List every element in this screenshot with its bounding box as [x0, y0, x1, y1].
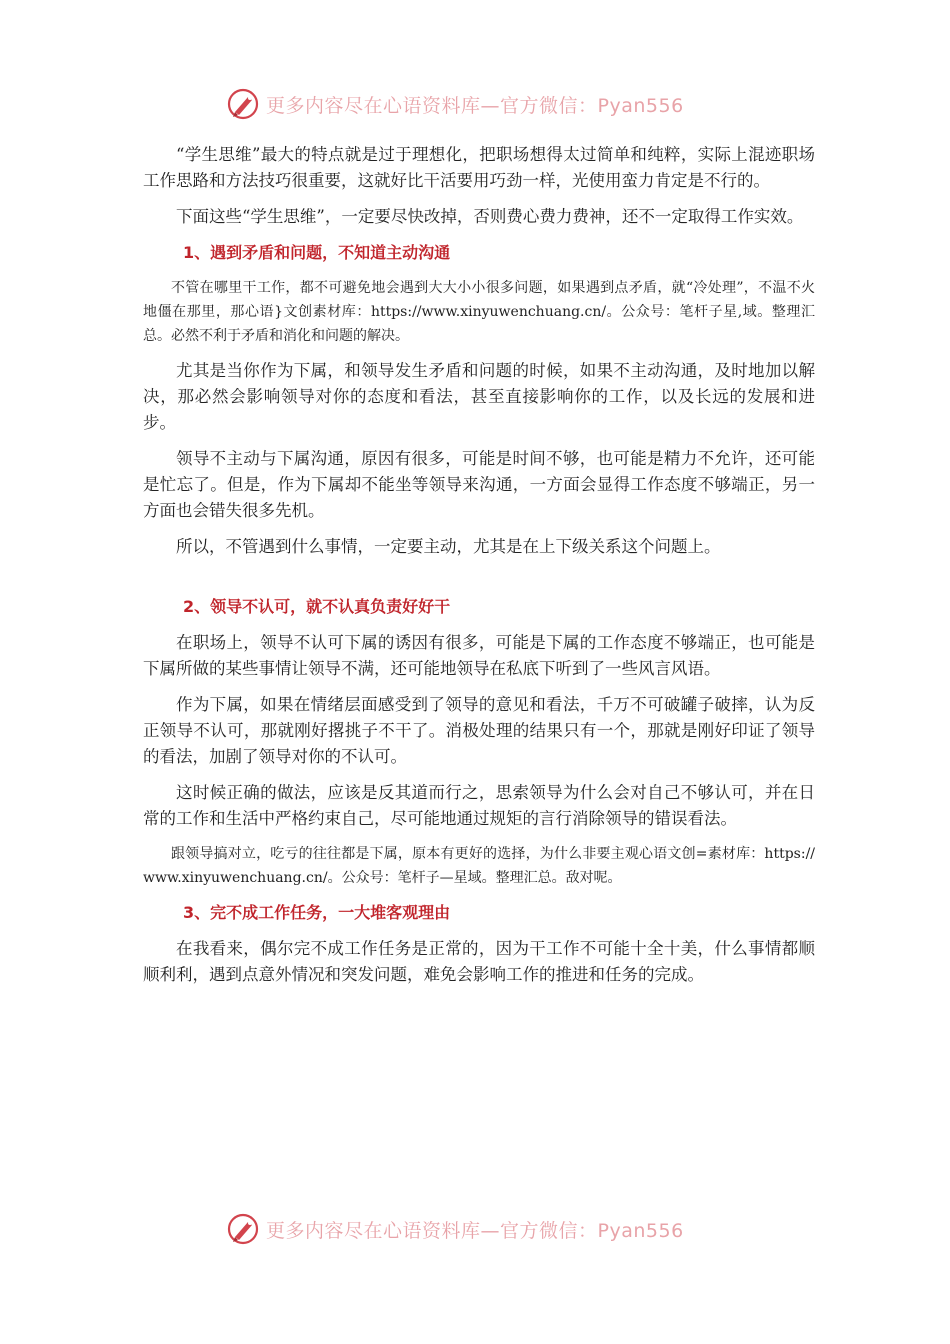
section-1-small-paragraph: 不管在哪里干工作，都不可避免地会遇到大大小小很多问题，如果遇到点矛盾，就“冷处理”，不温不火地僵在那里，那心语}文创素材库：https://www.xinyuwenchuang.cn/。公众号：笔杆子星,域。整理汇总。必然不利于矛盾和消化和问题的解决。 [143, 280, 815, 344]
section-gap [143, 570, 815, 588]
intro-paragraph-2: 下面这些“学生思维”，一定要尽快改掉，否则费心费力费神，还不一定取得工作实效。 [176, 207, 804, 226]
section-1-paragraph-1: 尤其是当你作为下属，和领导发生矛盾和问题的时候，如果不主动沟通，及时地加以解决，那必然会影响领导对你的态度和看法，甚至直接影响你的工作，以及长远的发展和进步。 [143, 361, 815, 432]
banner-text: 更多内容尽在心语资料库—官方微信：Pyan556 [266, 94, 684, 117]
section-2-paragraph-3: 这时候正确的做法，应该是反其道而行之，思索领导为什么会对自己不够认可，并在日常的工作和生活中严格约束自己，尽可能地通过规矩的言行消除领导的错误看法。 [143, 783, 815, 828]
header-banner [226, 84, 746, 124]
section-3-heading: 3、完不成工作任务，一大堆客观理由 [183, 903, 451, 922]
section-1-paragraph-2: 领导不主动与下属沟通，原因有很多，可能是时间不够，也可能是精力不允许，还可能是忙忘了。但是，作为下属却不能坐等领导来沟通，一方面会显得工作态度不够端正，另一方面也会错失很多先机。 [143, 449, 815, 520]
section-2-small-paragraph: 跟领导搞对立，吃亏的往往都是下属，原本有更好的选择，为什么非要主观心语文创=素材库：https://www.xinyuwenchuang.cn/。公众号：笔杆子—星域。整理汇总。敌对呢。 [143, 846, 815, 886]
pen-circle-logo-icon [226, 87, 260, 121]
section-2-paragraph-1: 在职场上，领导不认可下属的诱因有很多，可能是下属的工作态度不够端正，也可能是下属所做的某些事情让领导不满，还可能地领导在私底下听到了一些风言风语。 [143, 633, 815, 678]
intro-paragraph-1: “学生思维”最大的特点就是过于理想化，把职场想得太过简单和纯粹，实际上混迹职场工作思路和方法技巧很重要，这就好比干活要用巧劲一样，光使用蛮力肯定是不行的。 [143, 145, 815, 190]
section-2-paragraph-2: 作为下属，如果在情绪层面感受到了领导的意见和看法，千万不可破罐子破摔，认为反正领导不认可，那就刚好撂挑子不干了。消极处理的结果只有一个，那就是刚好印证了领导的看法，加剧了领导对你的不认可。 [143, 695, 815, 766]
section-1-heading: 1、遇到矛盾和问题，不知道主动沟通 [183, 243, 451, 262]
banner-text: 更多内容尽在心语资料库—官方微信：Pyan556 [266, 1219, 684, 1242]
pen-circle-logo-icon [226, 1212, 260, 1246]
section-1-paragraph-3: 所以，不管遇到什么事情，一定要主动，尤其是在上下级关系这个问题上。 [176, 537, 721, 556]
footer-banner [226, 1209, 746, 1249]
article-body [143, 142, 815, 998]
section-2-heading: 2、领导不认可，就不认真负责好好干 [183, 597, 451, 616]
section-3-paragraph-1: 在我看来，偶尔完不成工作任务是正常的，因为干工作不可能十全十美，什么事情都顺顺利利，遇到点意外情况和突发问题，难免会影响工作的推进和任务的完成。 [143, 939, 815, 984]
